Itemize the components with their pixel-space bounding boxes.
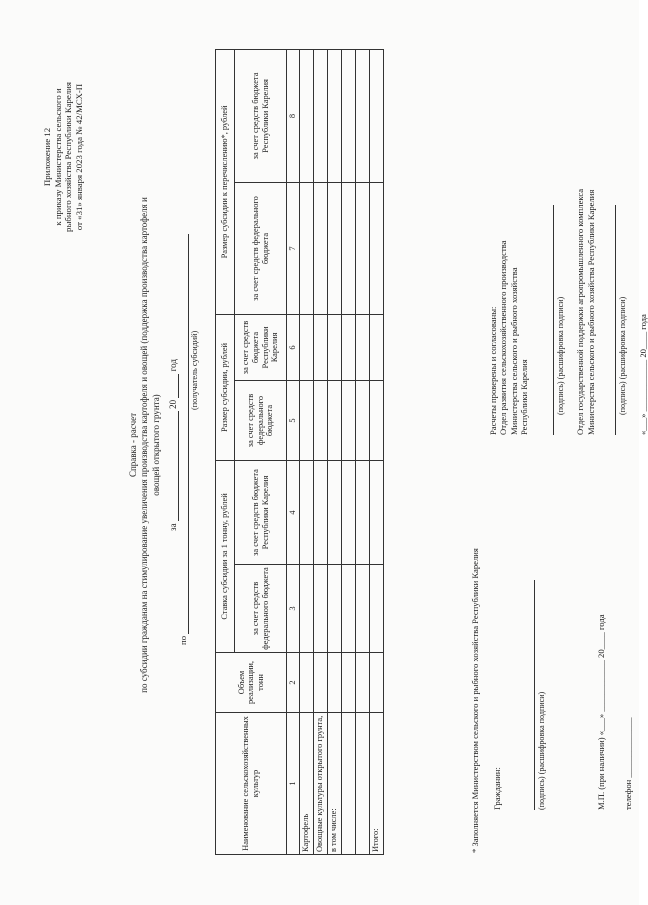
total-label: Итого: (369, 713, 383, 855)
title-line: Справка - расчет (128, 412, 138, 478)
row-label: Овощные культуры открытого грунта, (313, 713, 327, 855)
table-cell (369, 380, 383, 460)
table-cell (313, 49, 327, 182)
table-row (327, 49, 341, 854)
table-cell (327, 182, 341, 314)
recipient-blank (179, 234, 189, 634)
phone-line: телефон ______________ (622, 717, 633, 810)
table-cell (299, 653, 313, 713)
signature-hint: (подпись) (расшифровка подписи) (618, 296, 628, 415)
stamp-date-line: М.П. (при наличии) «___» ____________ 20____ года (596, 614, 607, 810)
signature-hint: (подпись) (расшифровка подписи) (555, 296, 565, 415)
header-rate-rk: за счет средств бюджета Республики Карелия (235, 460, 287, 564)
header-rate: Ставка субсидии за 1 тонну, рублей (216, 460, 235, 652)
table-cell (341, 182, 355, 314)
title-line: по субсидии гражданам на стимулирование увеличения производства картофеля и овощей (поддержка производства картофеля и (139, 197, 150, 693)
appendix-line: от «31» января 2023 года № 42/МСХ-П (74, 83, 85, 231)
appendix-line: рыбного хозяйства Республики Карелия (63, 82, 74, 232)
col-number: 1 (287, 713, 300, 855)
document-title (128, 105, 179, 785)
signature-line (524, 430, 534, 810)
table-cell (313, 653, 327, 713)
signature-blank (606, 205, 616, 435)
recipient-hint: (получатель субсидий) (190, 330, 199, 410)
header-transfer-rk: за счет средств бюджета Республики Карелия (235, 49, 287, 182)
table-cell (355, 314, 369, 380)
header-volume: Объем реализации, тонн (216, 653, 287, 713)
appendix-line: Приложение 12 (42, 127, 52, 187)
col-number: 8 (287, 49, 300, 182)
dept-line: Отдел государственной поддержки агропромышленного комплекса (575, 188, 586, 435)
col-number: 3 (287, 565, 300, 653)
row-label (355, 713, 369, 855)
table-cell (327, 380, 341, 460)
header-size-fed: за счет средств федерального бюджета (235, 380, 287, 460)
table-cell (369, 653, 383, 713)
dept-line: Отдел развития сельскохозяйственного производства (498, 240, 509, 435)
table-cell (313, 314, 327, 380)
table-cell (341, 380, 355, 460)
col-number: 6 (287, 314, 300, 380)
header-transfer-fed: за счет средств федерального бюджета (235, 182, 287, 314)
table-cell (369, 314, 383, 380)
table-cell (299, 460, 313, 564)
table-cell (355, 49, 369, 182)
signature-blank (544, 205, 554, 435)
footnote: * Заполняется Министерством сельского и рыбного хозяйства Республики Карелия (470, 548, 480, 853)
approval-block (488, 35, 648, 435)
table-cell (369, 182, 383, 314)
col-number: 4 (287, 460, 300, 564)
table-cell (299, 565, 313, 653)
col-number: 2 (287, 653, 300, 713)
header-size-rk: за счет средств бюджета Республики Карелия (235, 314, 287, 380)
appendix-line: к приказу Министерства сельского и (52, 88, 63, 226)
table-cell (369, 460, 383, 564)
table-cell (369, 49, 383, 182)
table-cell (355, 565, 369, 653)
row-label (341, 713, 355, 855)
table-cell (341, 460, 355, 564)
table-cell (327, 565, 341, 653)
period-year-word: год (167, 359, 178, 372)
dept-line: Министерства сельского и рыбного хозяйства Республики Карелия (585, 189, 596, 435)
table-cell (299, 49, 313, 182)
table-cell (313, 182, 327, 314)
title-line: овощей открытого грунта) (150, 394, 161, 496)
appendix-header (42, 22, 85, 292)
table-row (341, 49, 355, 854)
column-numbers-row (287, 49, 300, 854)
table-cell (355, 653, 369, 713)
table-cell (341, 314, 355, 380)
recipient-line (178, 215, 199, 645)
citizen-signature-block (492, 430, 633, 810)
table-cell (341, 653, 355, 713)
header-culture: Наименование сельскохозяйственных культур (216, 713, 287, 855)
table-cell (327, 653, 341, 713)
row-label: Картофель (299, 713, 313, 855)
total-row (369, 49, 383, 854)
table-cell (313, 565, 327, 653)
recipient-prefix: по (178, 635, 188, 645)
table-cell (355, 460, 369, 564)
table-cell (327, 314, 341, 380)
table-cell (355, 182, 369, 314)
table-cell (313, 380, 327, 460)
approval-date-line: «___» ____________ 20____ года (637, 314, 648, 435)
table-cell (313, 460, 327, 564)
dept-line: Министерства сельского и рыбного хозяйства (508, 267, 519, 435)
header-rate-fed: за счет средств федерального бюджета (235, 565, 287, 653)
signature-hint: (подпись) (расшифровка подписи) (536, 691, 546, 810)
col-number: 5 (287, 380, 300, 460)
table-cell (369, 565, 383, 653)
row-label: в том числе: (327, 713, 341, 855)
table-cell (299, 182, 313, 314)
table-cell (355, 380, 369, 460)
dept-line: Республики Карелия (518, 359, 529, 435)
table-cell (327, 49, 341, 182)
period-year: 20 (167, 399, 178, 409)
table-cell (341, 565, 355, 653)
signature-line (606, 35, 616, 435)
signature-line (543, 35, 553, 435)
table-cell (299, 380, 313, 460)
citizen-label: Гражданин: (492, 767, 502, 810)
period-prefix: за (167, 523, 178, 531)
subsidy-table (215, 49, 384, 855)
table-cell (299, 314, 313, 380)
header-transfer: Размер субсидии к перечислению*, рублей (216, 49, 235, 314)
table-row (355, 49, 369, 854)
signature-blank (525, 580, 535, 810)
col-number: 7 (287, 182, 300, 314)
approval-title: Расчеты проверены и согласованы: (488, 306, 498, 435)
table-row (313, 49, 327, 854)
table-cell (327, 460, 341, 564)
table-cell (341, 49, 355, 182)
table-row (299, 49, 313, 854)
header-size: Размер субсидии, рублей (216, 314, 235, 460)
